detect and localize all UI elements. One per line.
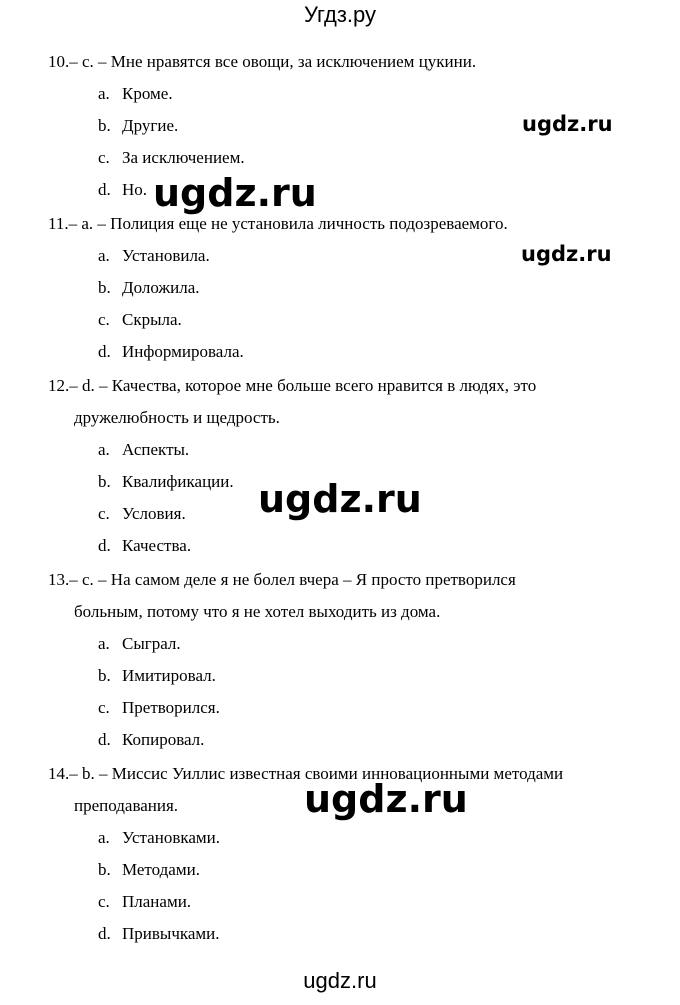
option-letter: a.: [98, 828, 110, 847]
watermark: ugdz.ru: [153, 171, 317, 215]
option-text: Информировала.: [122, 342, 244, 361]
option-text: Но.: [122, 180, 148, 199]
option-text: Другие.: [122, 116, 179, 135]
option-letter: a.: [98, 634, 110, 653]
option-text: Копировал.: [122, 730, 205, 749]
option-c: [48, 886, 630, 918]
question-text-continued: больным, потому что я не хотел выходить из дома.: [74, 602, 441, 621]
option-letter: d.: [98, 342, 111, 361]
option-text: Квалификации.: [122, 472, 234, 491]
option-text: Установками.: [122, 828, 220, 847]
question-text: 10.– c. – Мне нравятся все овощи, за исключением цукини.: [48, 52, 477, 71]
option-b: [48, 660, 630, 692]
question-13: [48, 564, 630, 756]
question-text: 11.– a. – Полиция еще не установила личность подозреваемого.: [48, 214, 508, 233]
option-a: [48, 78, 630, 110]
option-text: Скрыла.: [122, 310, 182, 329]
option-letter: b.: [98, 860, 111, 879]
option-text: Доложила.: [122, 278, 200, 297]
question-text: 13.– c. – На самом деле я не болел вчера – Я просто претворился: [48, 570, 516, 589]
option-b: [48, 272, 630, 304]
option-text: Качества.: [122, 536, 192, 555]
option-letter: c.: [98, 148, 110, 167]
option-letter: d.: [98, 180, 111, 199]
option-text: Аспекты.: [122, 440, 190, 459]
question-text: 12.– d. – Качества, которое мне больше всего нравится в людях, это: [48, 376, 537, 395]
option-text: Сыграл.: [122, 634, 181, 653]
option-d: [48, 174, 630, 206]
option-text: Установила.: [122, 246, 210, 265]
page-header: Угдз.ру: [303, 2, 377, 27]
question-11: [48, 208, 630, 368]
option-c: [48, 692, 630, 724]
option-letter: b.: [98, 666, 111, 685]
option-letter: d.: [98, 730, 111, 749]
option-text: Кроме.: [122, 84, 173, 103]
option-a: [48, 822, 630, 854]
option-letter: a.: [98, 246, 110, 265]
option-c: [48, 142, 630, 174]
option-d: [48, 530, 630, 562]
option-letter: d.: [98, 536, 111, 555]
option-a: [48, 628, 630, 660]
option-letter: b.: [98, 472, 111, 491]
option-c: [48, 304, 630, 336]
option-letter: b.: [98, 278, 111, 297]
option-letter: c.: [98, 504, 110, 523]
question-text-continued: преподавания.: [74, 796, 179, 815]
option-text: Имитировал.: [122, 666, 216, 685]
watermark: ugdz.ru: [304, 777, 468, 821]
option-text: Методами.: [122, 860, 200, 879]
watermark: ugdz.ru: [522, 112, 613, 136]
option-text: Планами.: [122, 892, 192, 911]
watermark: ugdz.ru: [258, 477, 422, 521]
option-text: Претворился.: [122, 698, 220, 717]
option-d: [48, 336, 630, 368]
question-12: [48, 370, 630, 562]
option-letter: a.: [98, 440, 110, 459]
option-d: [48, 918, 630, 950]
option-letter: c.: [98, 892, 110, 911]
option-a: [48, 434, 630, 466]
option-letter: c.: [98, 310, 110, 329]
option-text: Условия.: [122, 504, 186, 523]
option-letter: a.: [98, 84, 110, 103]
option-b: [48, 854, 630, 886]
watermark: ugdz.ru: [521, 242, 612, 266]
question-text: 14.– b. – Миссис Уиллис известная своими инновационными методами: [48, 764, 564, 783]
option-letter: b.: [98, 116, 111, 135]
option-text: Привычками.: [122, 924, 220, 943]
option-d: [48, 724, 630, 756]
question-text-continued: дружелюбность и щедрость.: [74, 408, 280, 427]
option-letter: d.: [98, 924, 111, 943]
option-letter: c.: [98, 698, 110, 717]
page-footer: ugdz.ru: [303, 968, 377, 993]
option-text: За исключением.: [122, 148, 245, 167]
